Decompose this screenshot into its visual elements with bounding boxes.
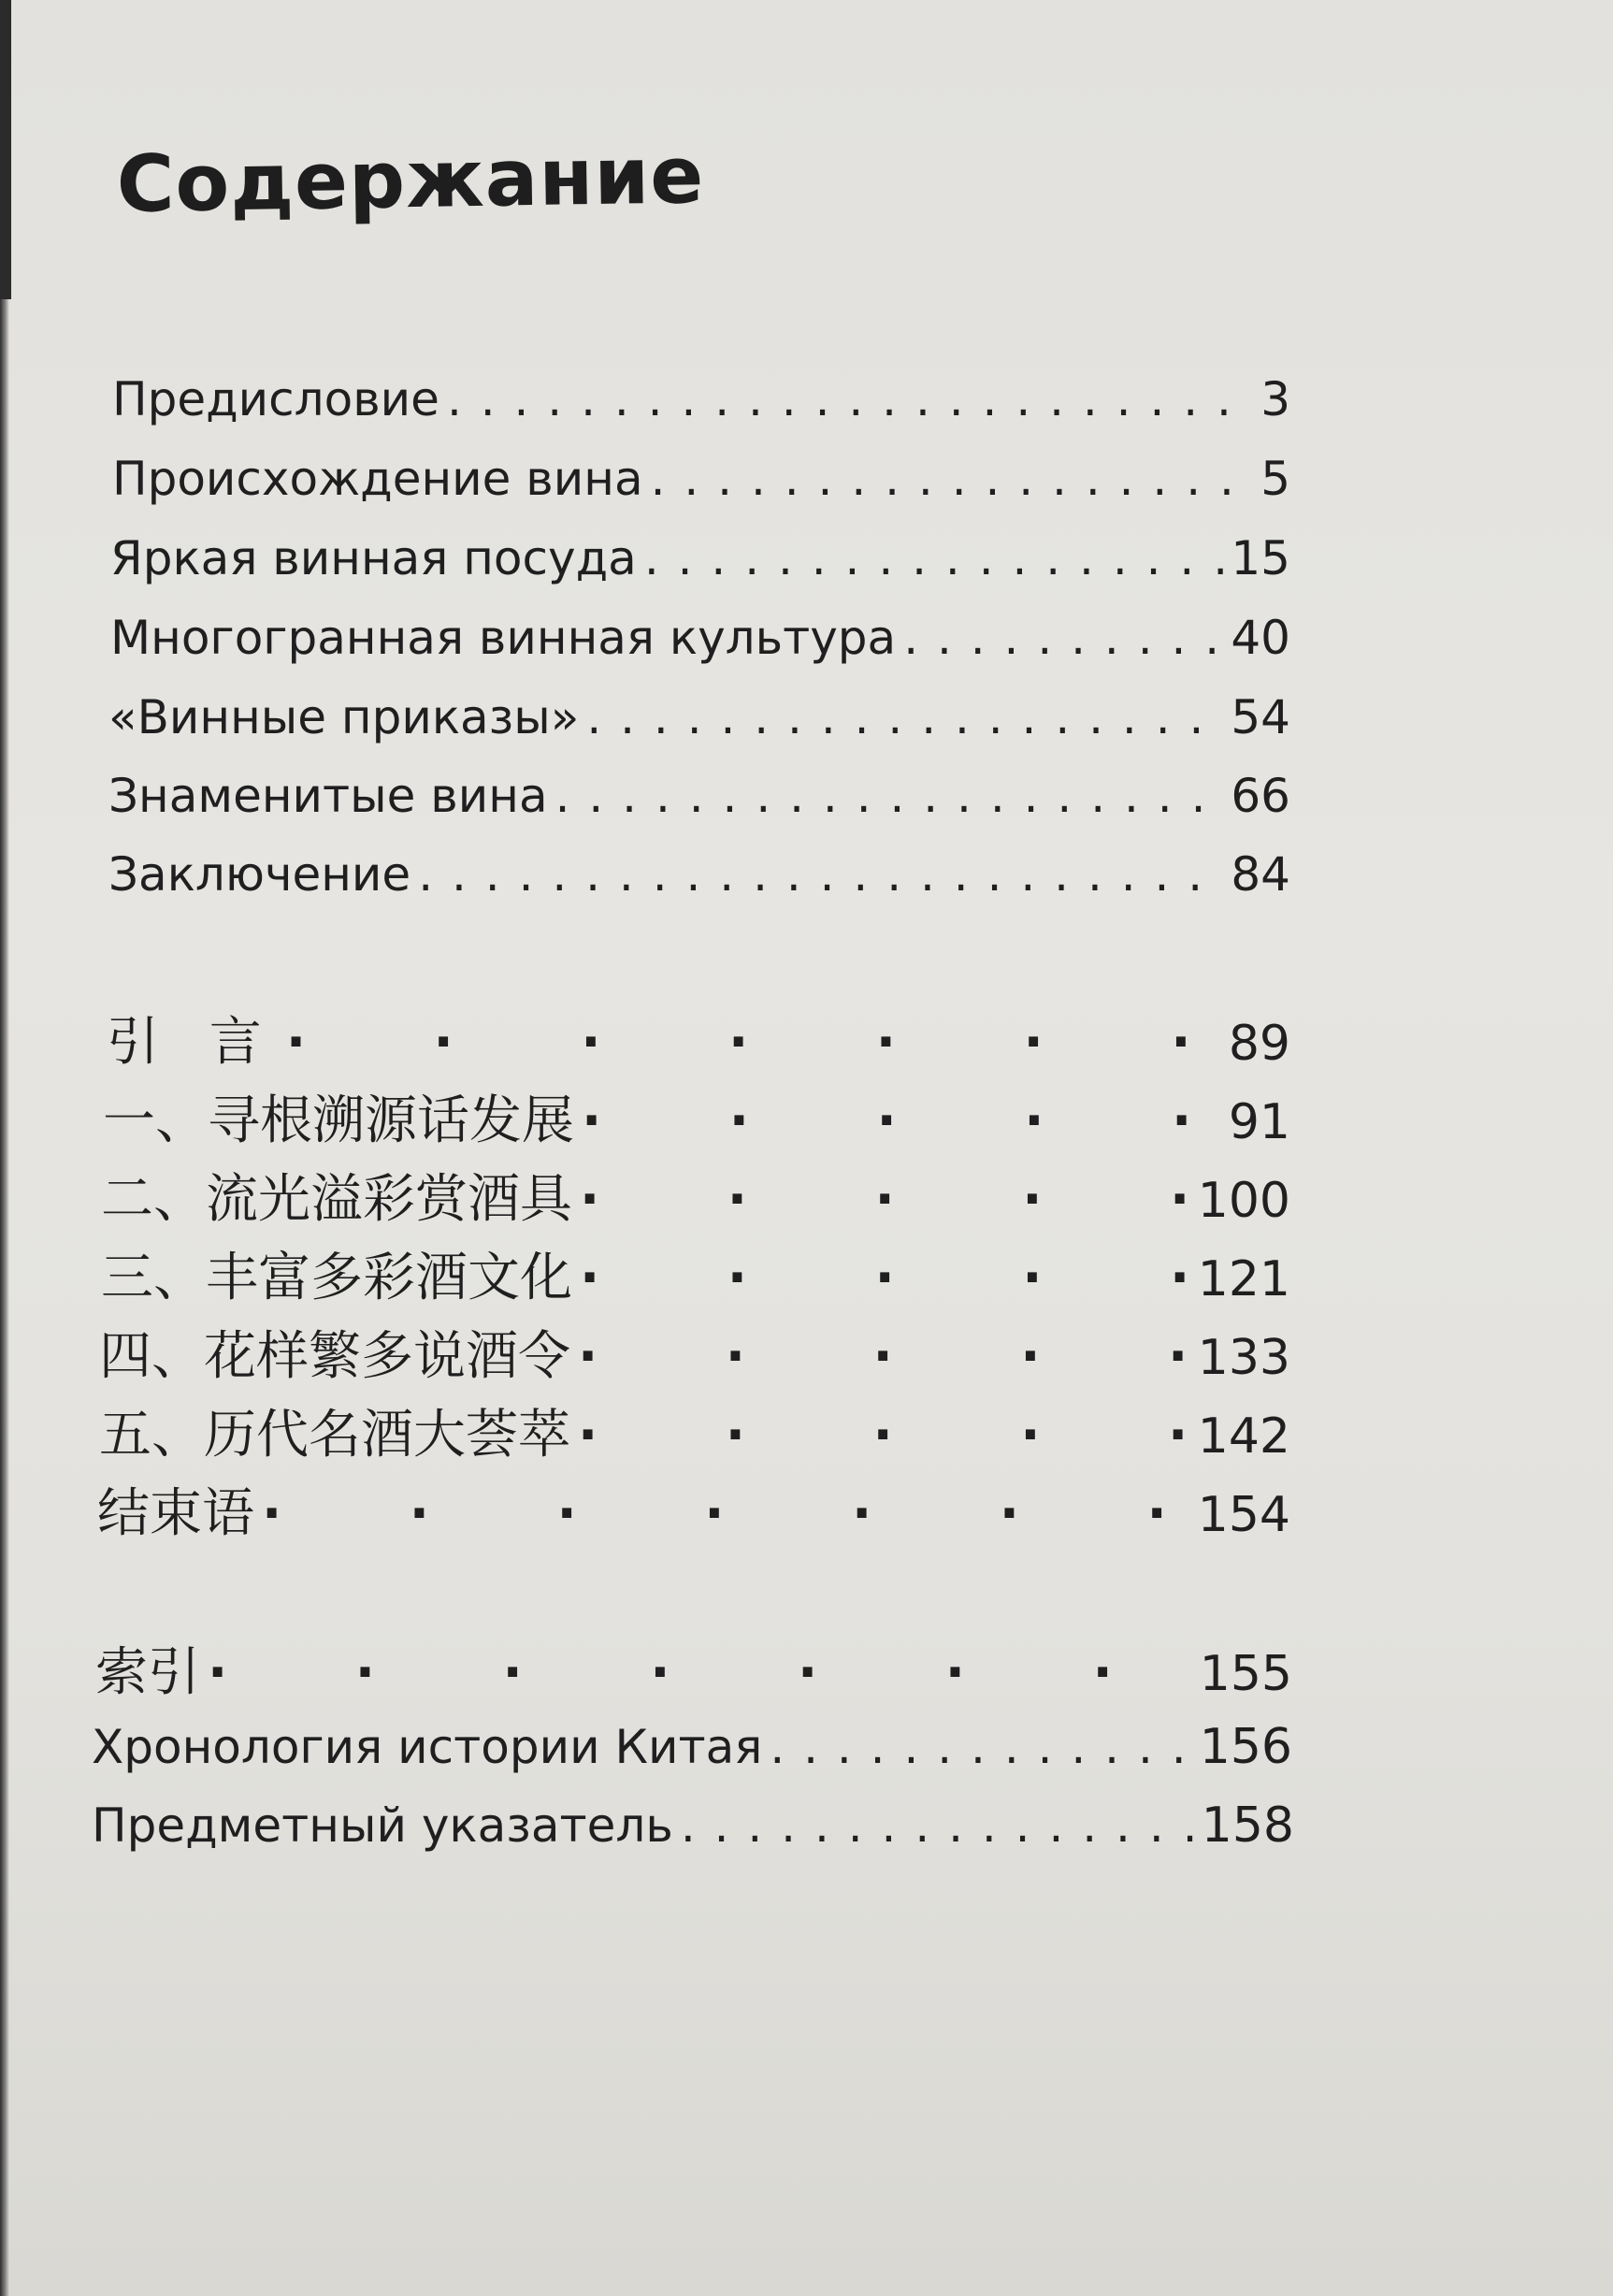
toc-entry-title: 引 言 bbox=[107, 1012, 279, 1073]
toc-entry-page: 100 bbox=[1197, 1173, 1290, 1229]
toc-entry bbox=[112, 452, 1290, 517]
toc-entry-title: Знаменитые вина bbox=[108, 769, 548, 823]
toc-entry bbox=[108, 690, 1290, 756]
toc-leader-dots bbox=[418, 847, 1223, 902]
toc-entry-page: 40 bbox=[1231, 611, 1290, 665]
toc-leader-dots bbox=[681, 1798, 1194, 1853]
toc-entry-title: 一、寻根溯源话发展 bbox=[103, 1090, 574, 1151]
toc-entry-page: 5 bbox=[1260, 452, 1290, 506]
toc-entry-title: 索引 bbox=[95, 1642, 200, 1703]
toc-entry-page: 156 bbox=[1199, 1719, 1292, 1775]
toc-leader-dots bbox=[651, 452, 1254, 506]
toc-entry-title: Происхождение вина bbox=[112, 452, 643, 506]
toc-entry-page: 66 bbox=[1231, 769, 1290, 823]
toc-entry-page: 91 bbox=[1228, 1094, 1290, 1150]
toc-leader-dots bbox=[286, 1012, 1221, 1073]
toc-entry-title: Многогранная винная культура bbox=[110, 611, 897, 665]
toc-entry-title: 三、丰富多彩酒文化 bbox=[101, 1248, 572, 1308]
toc-entry-page: 142 bbox=[1197, 1408, 1290, 1465]
toc-leader-dots bbox=[586, 690, 1223, 744]
toc-entry-page: 155 bbox=[1199, 1646, 1292, 1702]
toc-entry-title: 结束语 bbox=[97, 1483, 254, 1544]
page-edge-dark bbox=[0, 0, 11, 299]
toc-entry-title: 四、花样繁多说酒令 bbox=[99, 1326, 570, 1387]
toc-entry-page: 133 bbox=[1197, 1330, 1290, 1386]
toc-leader-dots bbox=[770, 1720, 1191, 1774]
page-spine-shadow bbox=[0, 0, 9, 2296]
toc-entry-title: Предисловие bbox=[112, 372, 439, 426]
toc-leader-dots bbox=[582, 1090, 1221, 1151]
toc-entry-title: «Винные приказы» bbox=[108, 690, 580, 744]
toc-entry-page: 89 bbox=[1228, 1016, 1290, 1072]
toc-entry-page: 15 bbox=[1231, 531, 1290, 585]
page-title: Содержание bbox=[116, 129, 705, 230]
toc-entry-page: 54 bbox=[1231, 690, 1290, 744]
toc-entry bbox=[103, 1079, 1290, 1151]
toc-entry-title: 二、流光溢彩赏酒具 bbox=[101, 1169, 572, 1230]
toc-entry bbox=[108, 769, 1290, 834]
toc-entry-page: 154 bbox=[1197, 1487, 1290, 1543]
toc-entry bbox=[101, 1158, 1290, 1230]
toc-leader-dots bbox=[555, 769, 1224, 823]
toc-entry-title: 五、历代名酒大荟萃 bbox=[99, 1405, 570, 1466]
toc-entry-title: Заключение bbox=[108, 847, 411, 902]
toc-entry bbox=[97, 1472, 1290, 1544]
toc-entry bbox=[99, 1393, 1290, 1466]
toc-leader-dots bbox=[580, 1169, 1190, 1230]
toc-entry-page: 84 bbox=[1231, 847, 1290, 902]
toc-leader-dots bbox=[578, 1326, 1190, 1387]
toc-leader-dots bbox=[903, 611, 1223, 665]
toc-leader-dots bbox=[644, 531, 1224, 585]
toc-entry bbox=[108, 847, 1290, 913]
toc-leader-dots bbox=[580, 1248, 1190, 1308]
toc-leader-dots bbox=[578, 1405, 1190, 1466]
toc-entry-title: Хронология истории Китая bbox=[92, 1720, 763, 1774]
toc-entry bbox=[110, 611, 1290, 676]
toc-entry bbox=[112, 372, 1290, 438]
toc-entry bbox=[107, 1001, 1290, 1073]
toc-entry-page: 158 bbox=[1201, 1798, 1294, 1854]
toc-entry-title: Предметный указатель bbox=[92, 1798, 673, 1853]
toc-entry bbox=[92, 1798, 1294, 1863]
toc-entry-page: 3 bbox=[1260, 372, 1290, 426]
toc-leader-dots bbox=[447, 372, 1253, 426]
toc-entry bbox=[101, 1236, 1290, 1308]
toc-entry bbox=[99, 1315, 1290, 1387]
toc-leader-dots bbox=[262, 1483, 1190, 1544]
toc-entry-title: Яркая винная посуда bbox=[110, 531, 637, 585]
toc-entry bbox=[110, 531, 1290, 597]
toc-entry bbox=[95, 1631, 1292, 1703]
toc-entry-page: 121 bbox=[1197, 1251, 1290, 1307]
toc-leader-dots bbox=[208, 1642, 1192, 1703]
toc-entry bbox=[92, 1719, 1292, 1784]
